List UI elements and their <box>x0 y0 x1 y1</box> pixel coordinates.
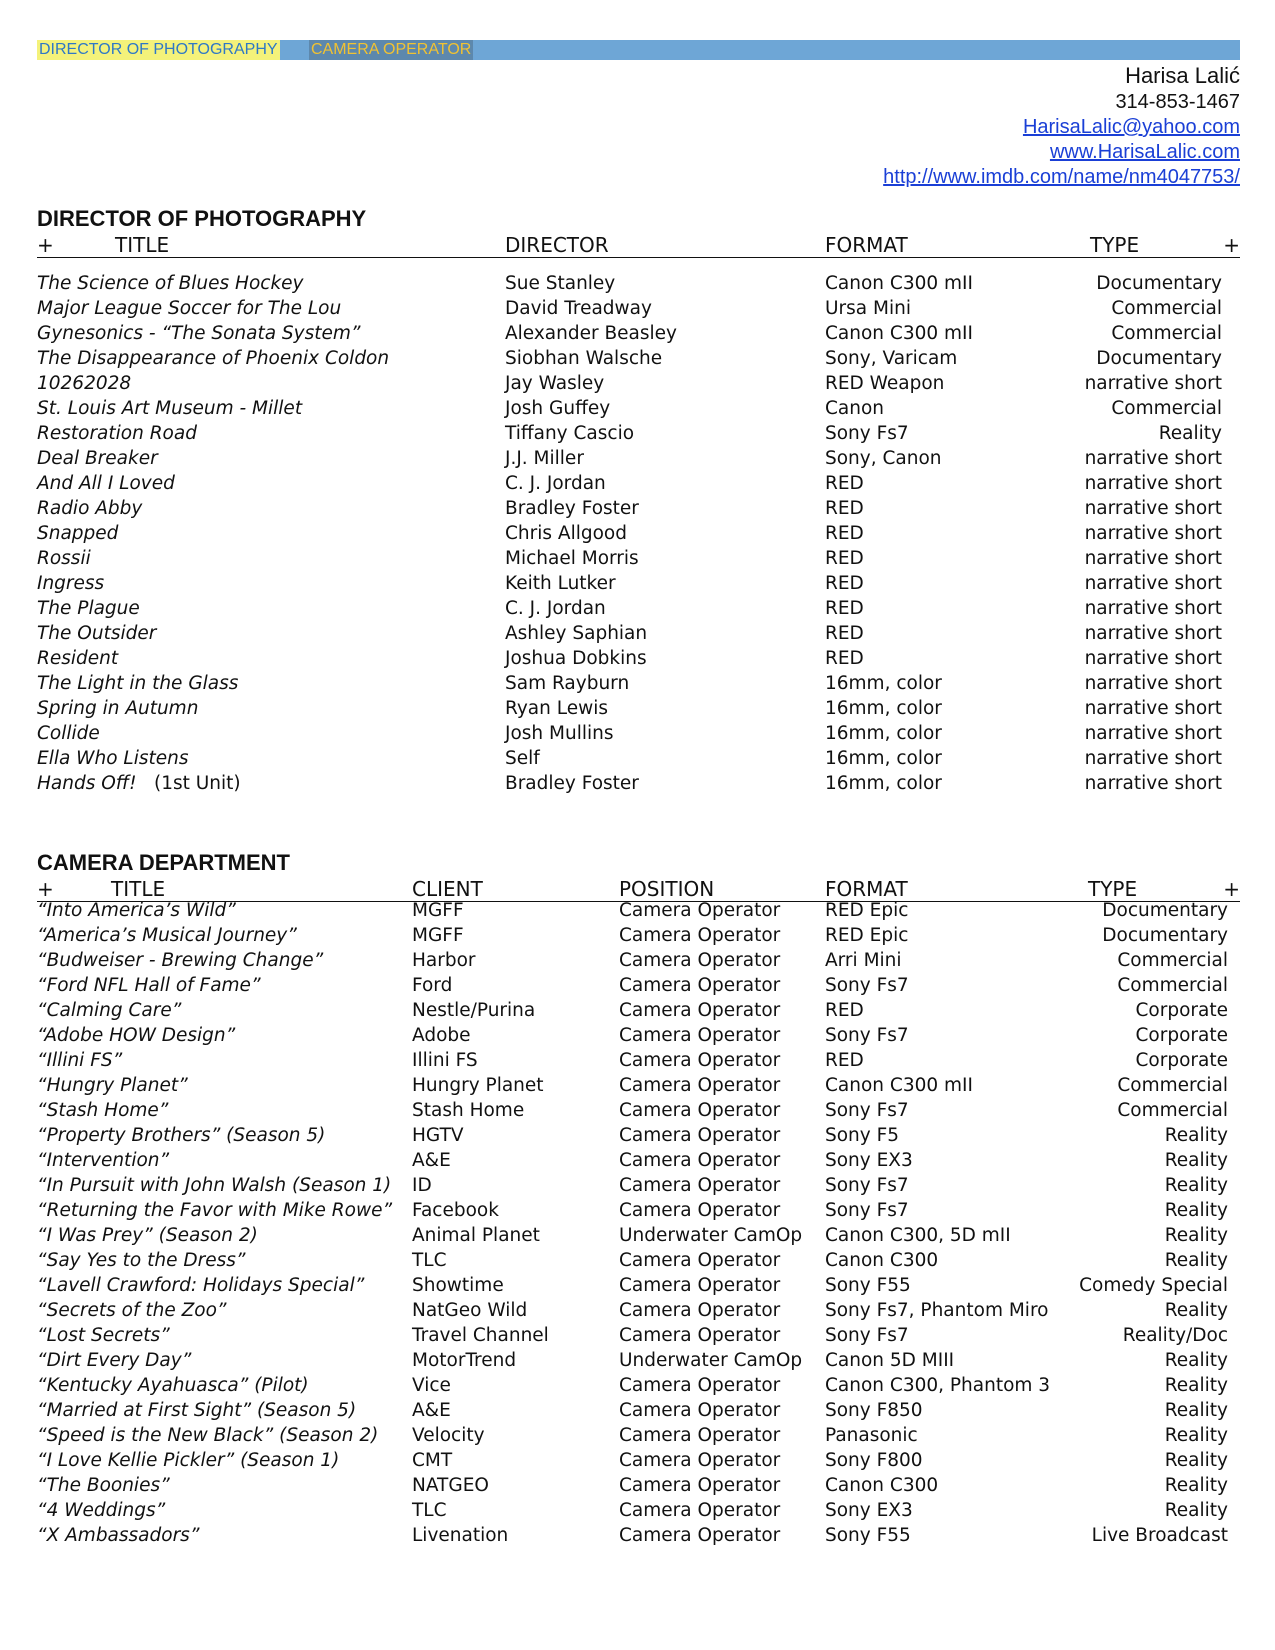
dp-table-row <box>37 696 1240 721</box>
contact-block <box>883 62 1240 190</box>
cam-position: Camera Operator <box>619 1425 781 1446</box>
cam-client: Harbor <box>412 950 476 971</box>
cam-client: Animal Planet <box>412 1225 540 1246</box>
cam-client: Vice <box>412 1375 451 1396</box>
cam-format: Sony Fs7, Phantom Miro <box>825 1300 1049 1321</box>
dp-director: Ashley Saphian <box>505 623 648 644</box>
dp-format: RED <box>825 473 864 494</box>
cam-client: Stash Home <box>412 1100 525 1121</box>
cam-client: MGFF <box>412 900 464 921</box>
cam-position: Camera Operator <box>619 1325 781 1346</box>
dp-format: 16mm, color <box>825 748 942 769</box>
cam-title: “Dirt Every Day” <box>37 1350 192 1371</box>
dp-type: Commercial <box>1111 398 1222 419</box>
cam-section-title: CAMERA DEPARTMENT <box>37 850 290 875</box>
dp-title: Hands Off! <box>37 773 137 794</box>
dp-table-row <box>37 671 1240 696</box>
cam-type: Live Broadcast <box>1091 1525 1228 1546</box>
dp-director: Joshua Dobkins <box>505 648 647 669</box>
cam-client: Travel Channel <box>412 1325 549 1346</box>
dp-table-body <box>37 271 1240 796</box>
cam-type: Reality <box>1164 1500 1228 1521</box>
cam-format: RED <box>825 1000 864 1021</box>
dp-type: narrative short <box>1084 748 1222 769</box>
cam-client: TLC <box>412 1250 447 1271</box>
cam-type: Reality <box>1164 1125 1228 1146</box>
dp-table-row <box>37 421 1240 446</box>
dp-title: Resident <box>37 648 119 669</box>
cam-format: Canon C300, Phantom 3 <box>825 1375 1051 1396</box>
dp-director: C. J. Jordan <box>505 598 606 619</box>
banner-subtitle: CAMERA OPERATOR <box>311 41 472 58</box>
cam-title: “Married at First Sight” (Season 5) <box>37 1400 357 1421</box>
cam-format: Sony F55 <box>825 1275 911 1296</box>
dp-title: Major League Soccer for The Lou <box>37 298 342 319</box>
cam-format: Sony F850 <box>825 1400 923 1421</box>
dp-col-title: TITLE <box>115 233 170 257</box>
cam-format: Sony Fs7 <box>825 1100 909 1121</box>
dp-format: RED <box>825 598 864 619</box>
cam-client: NATGEO <box>412 1475 489 1496</box>
dp-director: Sue Stanley <box>505 273 616 294</box>
cam-client: TLC <box>412 1500 447 1521</box>
cam-client: A&E <box>412 1400 451 1421</box>
website-link[interactable]: www.HarisaLalic.com <box>1049 141 1240 163</box>
cam-client: Showtime <box>412 1275 504 1296</box>
cam-title: “Say Yes to the Dress” <box>37 1250 246 1271</box>
dp-table-row <box>37 771 1240 796</box>
cam-col-type: TYPE <box>1088 877 1138 901</box>
cam-type: Reality <box>1164 1175 1228 1196</box>
cam-type: Comedy Special <box>1079 1275 1228 1296</box>
dp-type: Commercial <box>1111 323 1222 344</box>
dp-format: Canon <box>825 398 885 419</box>
cam-format: Sony F800 <box>825 1450 923 1471</box>
cam-title: “Budweiser - Brewing Change” <box>37 950 324 971</box>
dp-director: Self <box>505 748 540 769</box>
dp-table-row <box>37 546 1240 571</box>
dp-format: 16mm, color <box>825 773 942 794</box>
cam-format: Canon C300 mII <box>825 1075 973 1096</box>
cam-position: Camera Operator <box>619 1100 781 1121</box>
cam-position: Camera Operator <box>619 1000 781 1021</box>
dp-format: RED <box>825 523 864 544</box>
cam-type: Reality <box>1164 1425 1228 1446</box>
dp-table-row <box>37 496 1240 521</box>
cam-client: Nestle/Purina <box>412 1000 536 1021</box>
cam-position: Camera Operator <box>619 900 781 921</box>
dp-type: Reality <box>1158 423 1222 444</box>
cam-client: CMT <box>412 1450 453 1471</box>
dp-title: Ella Who Listens <box>37 748 189 769</box>
cam-table-row <box>37 1148 1240 1173</box>
cam-table-row <box>37 923 1240 948</box>
dp-format: RED <box>825 623 864 644</box>
dp-title: St. Louis Art Museum - Millet <box>37 398 303 419</box>
dp-type: narrative short <box>1084 498 1222 519</box>
cam-position: Camera Operator <box>619 1475 781 1496</box>
dp-director: Jay Wasley <box>505 373 605 394</box>
cam-format: Sony Fs7 <box>825 975 909 996</box>
cam-plus-right: + <box>1223 877 1240 901</box>
dp-table-row <box>37 721 1240 746</box>
dp-format: RED <box>825 498 864 519</box>
cam-table-row <box>37 1273 1240 1298</box>
cam-table-row <box>37 1298 1240 1323</box>
cam-format: Canon C300, 5D mII <box>825 1225 1011 1246</box>
cam-type: Reality/Doc <box>1122 1325 1228 1346</box>
cam-table-row <box>37 1123 1240 1148</box>
cam-position: Camera Operator <box>619 1175 781 1196</box>
dp-title: The Light in the Glass <box>37 673 239 694</box>
cam-client: NatGeo Wild <box>412 1300 528 1321</box>
cam-type: Reality <box>1164 1400 1228 1421</box>
cam-title: “I Was Prey” (Season 2) <box>37 1225 258 1246</box>
dp-director: Bradley Foster <box>505 498 639 519</box>
cam-title: “Lost Secrets” <box>37 1325 170 1346</box>
cam-type: Corporate <box>1135 1050 1228 1071</box>
cam-format: Arri Mini <box>825 950 902 971</box>
dp-format: 16mm, color <box>825 698 942 719</box>
cam-title: “Into America’s Wild” <box>37 900 236 921</box>
cam-col-format: FORMAT <box>825 877 908 901</box>
dp-format: Canon C300 mII <box>825 273 973 294</box>
cam-table-row <box>37 1498 1240 1523</box>
imdb-link[interactable]: http://www.imdb.com/name/nm4047753/ <box>883 166 1240 188</box>
dp-title: Collide <box>37 723 100 744</box>
cam-client: HGTV <box>412 1125 464 1146</box>
dp-title: And All I Loved <box>37 473 175 494</box>
dp-format: RED <box>825 548 864 569</box>
cam-format: Canon C300 <box>825 1475 939 1496</box>
cam-position: Camera Operator <box>619 1300 781 1321</box>
cam-format: RED <box>825 1050 864 1071</box>
cam-position: Camera Operator <box>619 1375 781 1396</box>
cam-type: Reality <box>1164 1375 1228 1396</box>
cam-position: Camera Operator <box>619 975 781 996</box>
cam-position: Camera Operator <box>619 1275 781 1296</box>
cam-format: RED Epic <box>825 900 909 921</box>
cam-type: Reality <box>1164 1225 1228 1246</box>
dp-type: Documentary <box>1096 348 1222 369</box>
cam-title: “Kentucky Ayahuasca” (Pilot) <box>37 1375 309 1396</box>
cam-table-row <box>37 1373 1240 1398</box>
cam-title: “Returning the Favor with Mike Rowe” <box>37 1200 393 1221</box>
cam-table-row <box>37 1323 1240 1348</box>
cam-position: Camera Operator <box>619 1125 781 1146</box>
cam-format: Sony F55 <box>825 1525 911 1546</box>
cam-title: “4 Weddings” <box>37 1500 166 1521</box>
cam-type: Reality <box>1164 1475 1228 1496</box>
dp-type: narrative short <box>1084 373 1222 394</box>
cam-table-row <box>37 1448 1240 1473</box>
dp-director: J.J. Miller <box>505 448 584 469</box>
cam-title: “The Boonies” <box>37 1475 170 1496</box>
dp-title: The Plague <box>37 598 140 619</box>
dp-format: 16mm, color <box>825 723 942 744</box>
email-link[interactable]: HarisaLalic@yahoo.com <box>1022 116 1240 138</box>
cam-table-row <box>37 998 1240 1023</box>
dp-director: Michael Morris <box>505 548 639 569</box>
dp-director: Tiffany Cascio <box>505 423 635 444</box>
cam-client: Hungry Planet <box>412 1075 544 1096</box>
dp-type: narrative short <box>1084 673 1222 694</box>
cam-format: Sony EX3 <box>825 1150 913 1171</box>
cam-title: “Speed is the New Black” (Season 2) <box>37 1425 379 1446</box>
dp-director: David Treadway <box>505 298 652 319</box>
dp-director: C. J. Jordan <box>505 473 606 494</box>
dp-format: Sony, Canon <box>825 448 942 469</box>
cam-table-row <box>37 1198 1240 1223</box>
cam-title: “Calming Care” <box>37 1000 182 1021</box>
cam-position: Camera Operator <box>619 1400 781 1421</box>
dp-title: Gynesonics - “The Sonata System” <box>37 323 361 344</box>
dp-table-row <box>37 746 1240 771</box>
cam-title: “Adobe HOW Design” <box>37 1025 236 1046</box>
dp-title: The Disappearance of Phoenix Coldon <box>37 348 390 369</box>
cam-client: Velocity <box>412 1425 485 1446</box>
dp-table-row <box>37 571 1240 596</box>
dp-table-row <box>37 621 1240 646</box>
cam-table-row <box>37 948 1240 973</box>
cam-plus-left: + <box>37 877 54 901</box>
dp-title: Ingress <box>37 573 105 594</box>
cam-table-row <box>37 1398 1240 1423</box>
dp-title: Radio Abby <box>37 498 143 519</box>
dp-format: RED <box>825 573 864 594</box>
cam-table-row <box>37 898 1240 923</box>
cam-type: Commercial <box>1117 1075 1228 1096</box>
dp-table-row <box>37 646 1240 671</box>
cam-type: Commercial <box>1117 975 1228 996</box>
cam-position: Camera Operator <box>619 1150 781 1171</box>
dp-type: narrative short <box>1084 573 1222 594</box>
dp-format: Sony Fs7 <box>825 423 909 444</box>
cam-format: Sony Fs7 <box>825 1025 909 1046</box>
dp-director: Josh Mullins <box>505 723 614 744</box>
cam-table-row <box>37 1023 1240 1048</box>
dp-table-row <box>37 521 1240 546</box>
dp-title: Deal Breaker <box>37 448 158 469</box>
cam-type: Reality <box>1164 1450 1228 1471</box>
dp-format: 16mm, color <box>825 673 942 694</box>
cam-format: RED Epic <box>825 925 909 946</box>
cam-col-client: CLIENT <box>412 877 483 901</box>
dp-format: Ursa Mini <box>825 298 911 319</box>
dp-type: narrative short <box>1084 473 1222 494</box>
cam-format: Sony Fs7 <box>825 1175 909 1196</box>
dp-title: The Outsider <box>37 623 157 644</box>
dp-col-director: DIRECTOR <box>505 233 609 257</box>
cam-position: Camera Operator <box>619 1050 781 1071</box>
cam-type: Reality <box>1164 1300 1228 1321</box>
cam-table-row <box>37 1223 1240 1248</box>
cam-client: Facebook <box>412 1200 499 1221</box>
cam-title: “Stash Home” <box>37 1100 169 1121</box>
dp-director: Sam Rayburn <box>505 673 630 694</box>
dp-table-row <box>37 296 1240 321</box>
cam-position: Camera Operator <box>619 1450 781 1471</box>
dp-title: 10262028 <box>37 373 132 394</box>
cam-title: “Secrets of the Zoo” <box>37 1300 227 1321</box>
cam-type: Commercial <box>1117 950 1228 971</box>
dp-format: Canon C300 mII <box>825 323 973 344</box>
cam-position: Camera Operator <box>619 1025 781 1046</box>
cam-position: Camera Operator <box>619 1500 781 1521</box>
cam-table-row <box>37 1423 1240 1448</box>
contact-name: Harisa Lalić <box>1125 63 1240 88</box>
cam-title: “Lavell Crawford: Holidays Special” <box>37 1275 365 1296</box>
dp-type: narrative short <box>1084 773 1222 794</box>
cam-title: “Property Brothers” (Season 5) <box>37 1125 326 1146</box>
dp-director: Josh Guffey <box>505 398 611 419</box>
dp-plus-left: + <box>37 233 54 257</box>
cam-title: “Intervention” <box>37 1150 170 1171</box>
cam-title: “Illini FS” <box>37 1050 123 1071</box>
dp-plus-right: + <box>1223 233 1240 257</box>
contact-phone: 314-853-1467 <box>1115 91 1240 113</box>
cam-table-row <box>37 1173 1240 1198</box>
cam-col-position: POSITION <box>619 877 715 901</box>
cam-table-row <box>37 1248 1240 1273</box>
dp-col-type: TYPE <box>1090 233 1140 257</box>
cam-client: A&E <box>412 1150 451 1171</box>
dp-table-row <box>37 396 1240 421</box>
dp-type: Commercial <box>1111 298 1222 319</box>
dp-type: narrative short <box>1084 548 1222 569</box>
cam-type: Reality <box>1164 1250 1228 1271</box>
cam-table-row <box>37 1523 1240 1548</box>
dp-format: Sony, Varicam <box>825 348 958 369</box>
cam-table-row <box>37 1348 1240 1373</box>
cam-title: “I Love Kellie Pickler” (Season 1) <box>37 1450 340 1471</box>
cam-client: MGFF <box>412 925 464 946</box>
dp-title: Restoration Road <box>37 423 197 444</box>
cam-type: Corporate <box>1135 1000 1228 1021</box>
dp-type: narrative short <box>1084 698 1222 719</box>
cam-position: Camera Operator <box>619 1525 781 1546</box>
cam-position: Camera Operator <box>619 1075 781 1096</box>
cam-type: Commercial <box>1117 1100 1228 1121</box>
cam-format: Sony Fs7 <box>825 1325 909 1346</box>
cam-title: “Hungry Planet” <box>37 1075 188 1096</box>
cam-format: Sony EX3 <box>825 1500 913 1521</box>
dp-table-row <box>37 371 1240 396</box>
dp-table-row <box>37 471 1240 496</box>
dp-type: narrative short <box>1084 523 1222 544</box>
dp-title: The Science of Blues Hockey <box>37 273 304 294</box>
dp-director: Bradley Foster <box>505 773 639 794</box>
dp-table-row <box>37 596 1240 621</box>
cam-client: ID <box>412 1175 432 1196</box>
cam-title: “X Ambassadors” <box>37 1525 200 1546</box>
dp-section-title: DIRECTOR OF PHOTOGRAPHY <box>37 206 367 231</box>
cam-format: Canon 5D MIII <box>825 1350 955 1371</box>
cam-type: Documentary <box>1102 900 1228 921</box>
dp-title: Snapped <box>37 523 119 544</box>
dp-type: narrative short <box>1084 623 1222 644</box>
cam-position: Camera Operator <box>619 950 781 971</box>
cam-format: Canon C300 <box>825 1250 939 1271</box>
dp-title: Rossii <box>37 548 91 569</box>
cam-table-row <box>37 973 1240 998</box>
dp-title: Spring in Autumn <box>37 698 199 719</box>
banner-title: DIRECTOR OF PHOTOGRAPHY <box>39 41 278 58</box>
cam-client: Ford <box>412 975 453 996</box>
dp-director: Chris Allgood <box>505 523 627 544</box>
cam-format: Panasonic <box>825 1425 918 1446</box>
dp-format: RED Weapon <box>825 373 945 394</box>
dp-title-note: (1st Unit) <box>154 773 241 794</box>
dp-format: RED <box>825 648 864 669</box>
cam-position: Underwater CamOp <box>619 1225 803 1246</box>
dp-director: Siobhan Walsche <box>505 348 663 369</box>
dp-table-row <box>37 271 1240 296</box>
dp-table-row <box>37 321 1240 346</box>
dp-type: Documentary <box>1096 273 1222 294</box>
dp-type: narrative short <box>1084 598 1222 619</box>
cam-position: Underwater CamOp <box>619 1350 803 1371</box>
dp-type: narrative short <box>1084 648 1222 669</box>
dp-director: Ryan Lewis <box>505 698 609 719</box>
cam-client: Adobe <box>412 1025 471 1046</box>
cam-client: Livenation <box>412 1525 509 1546</box>
cam-table-row <box>37 1473 1240 1498</box>
cam-type: Reality <box>1164 1150 1228 1171</box>
cam-title: “Ford NFL Hall of Fame” <box>37 975 261 996</box>
dp-director: Keith Lutker <box>505 573 616 594</box>
cam-type: Reality <box>1164 1350 1228 1371</box>
dp-type: narrative short <box>1084 723 1222 744</box>
dp-type: narrative short <box>1084 448 1222 469</box>
cam-table-row <box>37 1048 1240 1073</box>
cam-table-body <box>37 898 1240 1548</box>
cam-table-row <box>37 1098 1240 1123</box>
cam-type: Corporate <box>1135 1025 1228 1046</box>
dp-director: Alexander Beasley <box>505 323 677 344</box>
cam-col-title: TITLE <box>111 877 166 901</box>
dp-table-row <box>37 346 1240 371</box>
cam-title: “America’s Musical Journey” <box>37 925 297 946</box>
dp-col-format: FORMAT <box>825 233 908 257</box>
cam-title: “In Pursuit with John Walsh (Season 1) <box>37 1175 392 1196</box>
dp-table-row <box>37 446 1240 471</box>
header-banner <box>37 40 1240 60</box>
dp-table-header <box>37 233 1240 258</box>
cam-client: MotorTrend <box>412 1350 517 1371</box>
cam-position: Camera Operator <box>619 925 781 946</box>
cam-position: Camera Operator <box>619 1250 781 1271</box>
cam-format: Sony Fs7 <box>825 1200 909 1221</box>
cam-position: Camera Operator <box>619 1200 781 1221</box>
cam-table-row <box>37 1073 1240 1098</box>
cam-type: Reality <box>1164 1200 1228 1221</box>
cam-client: Illini FS <box>412 1050 478 1071</box>
cam-format: Sony F5 <box>825 1125 900 1146</box>
cam-type: Documentary <box>1102 925 1228 946</box>
